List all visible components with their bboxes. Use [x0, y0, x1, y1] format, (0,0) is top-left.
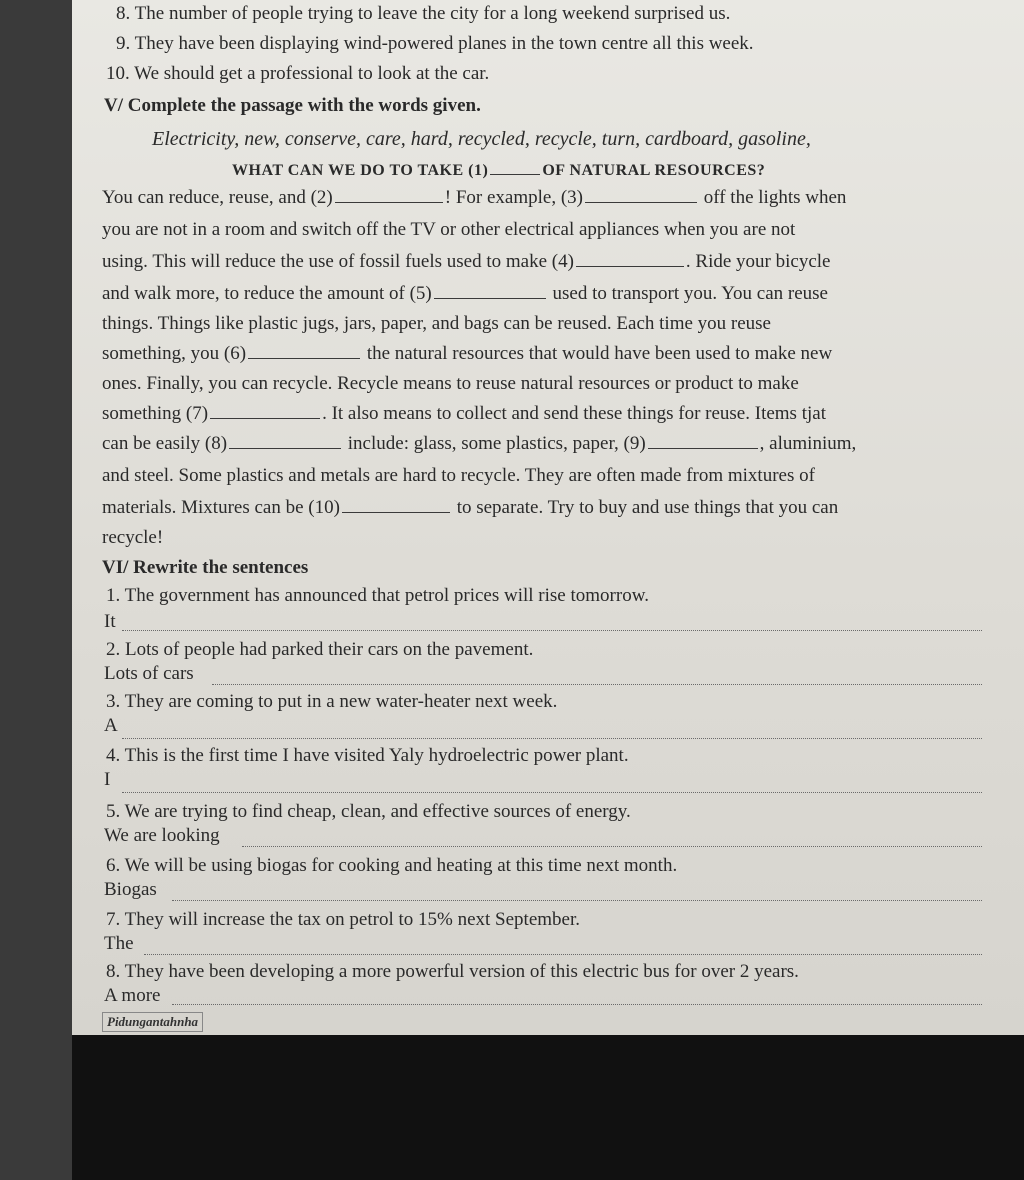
ex5-line-5: things. Things like plastic jugs, jars, paper, and bags can be reused. Each time you reuse [102, 313, 771, 334]
ex5-line-8 [102, 404, 826, 425]
ex6-item-8-sentence: 8. They have been developing a more powerful version of this electric bus for over 2 years. [106, 961, 799, 982]
ex6-item-4-answer-line[interactable] [122, 792, 982, 793]
ex6-item-6-sentence: 6. We will be using biogas for cooking and heating at this time next month. [106, 855, 678, 876]
ex6-item-2-start: Lots of cars [104, 663, 194, 684]
footer-watermark: Pidungantahnha [102, 1012, 203, 1032]
ex5-heading: V/ Complete the passage with the words given. [104, 95, 481, 116]
blank-6[interactable] [248, 344, 360, 359]
ex5-line-8b: . It also means to collect and send these things for reuse. Items tjat [322, 403, 826, 424]
ex5-line-6a: something, you (6) [102, 343, 247, 364]
worksheet-page [72, 0, 1024, 1040]
ex5-line-1 [102, 188, 846, 209]
blank-9[interactable] [648, 434, 758, 449]
blank-2[interactable] [335, 188, 443, 203]
ex5-line-11a: materials. Mixtures can be (10) [102, 497, 340, 518]
ex5-title-part-b: OF NATURAL RESOURCES? [542, 162, 766, 179]
ex5-line-6b: the natural resources that would have been used to make new [366, 343, 833, 364]
ex5-line-4 [102, 284, 828, 305]
ex6-item-8-start: A more [104, 985, 161, 1006]
ex6-item-2-answer-line[interactable] [212, 684, 982, 685]
blank-10[interactable] [342, 498, 450, 513]
ex4-item-10: 10. We should get a professional to look at the car. [106, 63, 490, 84]
ex5-line-3 [102, 252, 831, 273]
ex5-line-11b: to separate. Try to buy and use things that you can [456, 497, 839, 518]
ex5-line-10: and steel. Some plastics and metals are hard to recycle. They are often made from mixtures of [102, 465, 815, 486]
ex6-item-1-start: It [104, 611, 116, 632]
ex6-item-7-start: The [104, 933, 134, 954]
ex5-line-9a: can be easily (8) [102, 433, 228, 454]
ex6-item-4-sentence: 4. This is the first time I have visited Yaly hydroelectric power plant. [106, 745, 629, 766]
ex5-line-11 [102, 498, 838, 519]
ex5-line-3a: using. This will reduce the use of fossil fuels used to make (4) [102, 251, 574, 272]
ex4-item-8: 8. The number of people trying to leave the city for a long weekend surprised us. [116, 3, 731, 24]
ex5-word-bank: Electricity, new, conserve, care, hard, recycled, recycle, turn, cardboard, gasoline, [152, 128, 811, 150]
ex5-title-part-a: WHAT CAN WE DO TO TAKE (1) [232, 162, 489, 179]
ex5-line-1b: ! For example, (3) [444, 187, 583, 208]
blank-7[interactable] [210, 404, 320, 419]
blank-4[interactable] [576, 252, 684, 267]
ex6-item-5-answer-line[interactable] [242, 846, 982, 847]
blank-5[interactable] [434, 284, 546, 299]
ex5-line-2: you are not in a room and switch off the TV or other electrical appliances when you are not [102, 219, 796, 240]
ex6-item-8-answer-line[interactable] [172, 1004, 982, 1005]
ex6-item-7-sentence: 7. They will increase the tax on petrol to 15% next September. [106, 909, 580, 930]
ex6-item-6-answer-line[interactable] [172, 900, 982, 901]
ex5-line-3b: . Ride your bicycle [685, 251, 831, 272]
blank-1[interactable] [490, 160, 540, 175]
background-bottom-dark [72, 1035, 1024, 1180]
ex6-item-5-start: We are looking [104, 825, 220, 846]
ex5-line-8a: something (7) [102, 403, 209, 424]
ex5-line-1a: You can reduce, reuse, and (2) [102, 187, 333, 208]
ex6-item-3-sentence: 3. They are coming to put in a new water-heater next week. [106, 691, 558, 712]
ex6-item-7-answer-line[interactable] [144, 954, 982, 955]
ex6-item-3-answer-line[interactable] [122, 738, 982, 739]
blank-8[interactable] [229, 434, 341, 449]
ex6-item-6-start: Biogas [104, 879, 157, 900]
ex6-heading: VI/ Rewrite the sentences [102, 557, 309, 578]
ex5-line-4a: and walk more, to reduce the amount of (5) [102, 283, 432, 304]
ex6-item-4-start: I [104, 769, 111, 790]
ex5-line-9 [102, 434, 856, 455]
ex6-item-1-answer-line[interactable] [122, 630, 982, 631]
ex6-item-3-start: A [104, 715, 118, 736]
ex6-item-1-sentence: 1. The government has announced that petrol prices will rise tomorrow. [106, 585, 649, 606]
ex6-item-2-sentence: 2. Lots of people had parked their cars on the pavement. [106, 639, 534, 660]
ex5-line-7: ones. Finally, you can recycle. Recycle means to reuse natural resources or product to make [102, 373, 799, 394]
ex5-line-4b: used to transport you. You can reuse [552, 283, 828, 304]
ex5-line-9c: , aluminium, [759, 433, 857, 454]
ex5-line-9b: include: glass, some plastics, paper, (9) [347, 433, 646, 454]
background-left-strip [0, 0, 72, 1180]
blank-3[interactable] [585, 188, 697, 203]
ex6-item-5-sentence: 5. We are trying to find cheap, clean, and effective sources of energy. [106, 801, 631, 822]
ex5-line-1c: off the lights when [703, 187, 847, 208]
ex5-line-6 [102, 344, 832, 365]
ex5-line-12: recycle! [102, 527, 164, 548]
ex5-passage-title [232, 160, 765, 180]
ex4-item-9: 9. They have been displaying wind-powered planes in the town centre all this week. [116, 33, 754, 54]
